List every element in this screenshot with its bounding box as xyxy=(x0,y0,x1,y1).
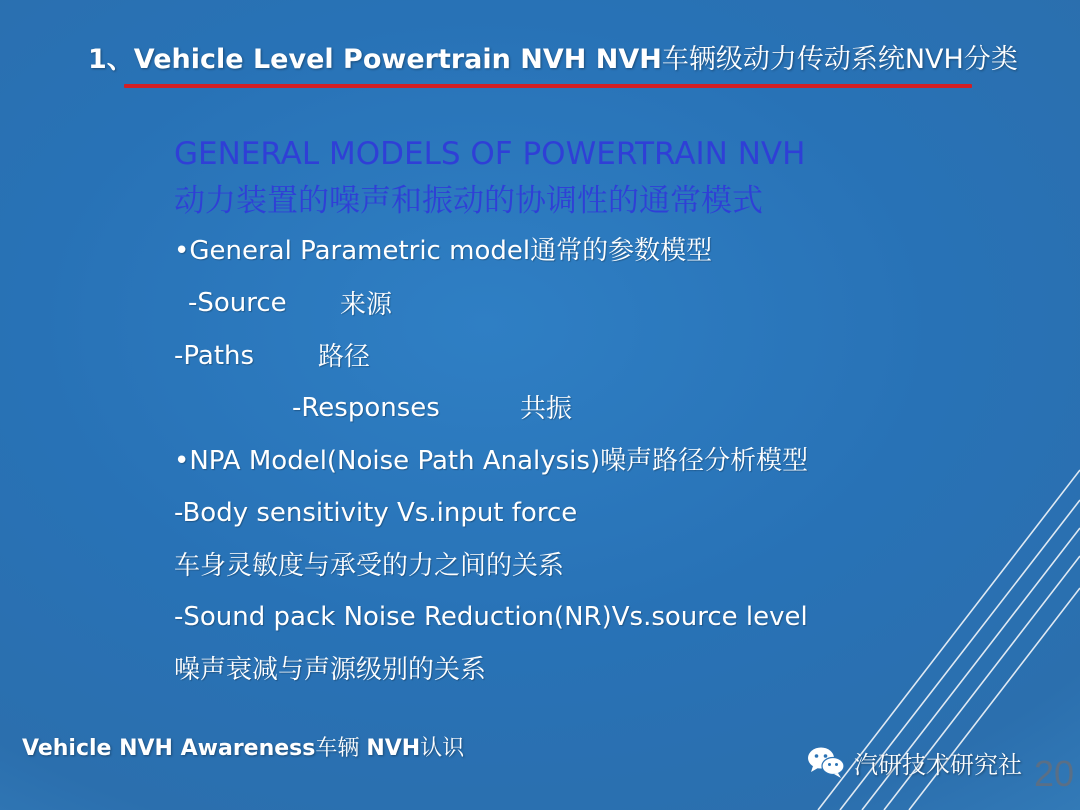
slide-title-cn: 车辆级动力传动系统NVH分类 xyxy=(661,44,1018,75)
footer-text xyxy=(22,732,464,766)
item-paths: -Paths xyxy=(174,341,255,371)
title-underline xyxy=(124,84,972,88)
item-sound-pack: -Sound pack Noise Reduction(NR)Vs.source level xyxy=(174,602,808,632)
footer-text-1: 车辆 xyxy=(315,736,367,761)
footer-text-2: 认识 xyxy=(420,736,465,761)
bullet-parametric-model: •General Parametric model通常的参数模型 xyxy=(174,236,713,266)
page-number: 20 xyxy=(1033,753,1074,794)
item-body-sensitivity-cn: 车身灵敏度与承受的力之间的关系 xyxy=(174,551,565,581)
item-body-sensitivity: -Body sensitivity Vs.input force xyxy=(174,498,578,528)
watermark-text: 汽研技术研究社 xyxy=(854,750,1022,779)
footer-bold-2: NVH xyxy=(366,736,421,761)
bullet-npa-model: •NPA Model(Noise Path Analysis)噪声路径分析模型 xyxy=(174,446,809,476)
wechat-icon xyxy=(806,745,846,779)
item-source: -Source xyxy=(188,288,287,318)
slide-title xyxy=(88,40,1058,80)
heading-en: GENERAL MODELS OF POWERTRAIN NVH xyxy=(174,136,806,172)
slide-title-en: 1、Vehicle Level Powertrain NVH NVH xyxy=(88,44,662,75)
footer-bold-1: Vehicle NVH Awareness xyxy=(22,736,316,761)
item-source-cn: 来源 xyxy=(340,290,393,320)
item-responses: -Responses xyxy=(292,393,440,423)
watermark xyxy=(806,742,1022,782)
item-sound-pack-cn: 噪声衰减与声源级别的关系 xyxy=(174,655,487,685)
item-paths-cn: 路径 xyxy=(318,342,371,372)
item-responses-cn: 共振 xyxy=(520,394,573,424)
heading-cn: 动力装置的噪声和振动的协调性的通常模式 xyxy=(174,183,763,219)
